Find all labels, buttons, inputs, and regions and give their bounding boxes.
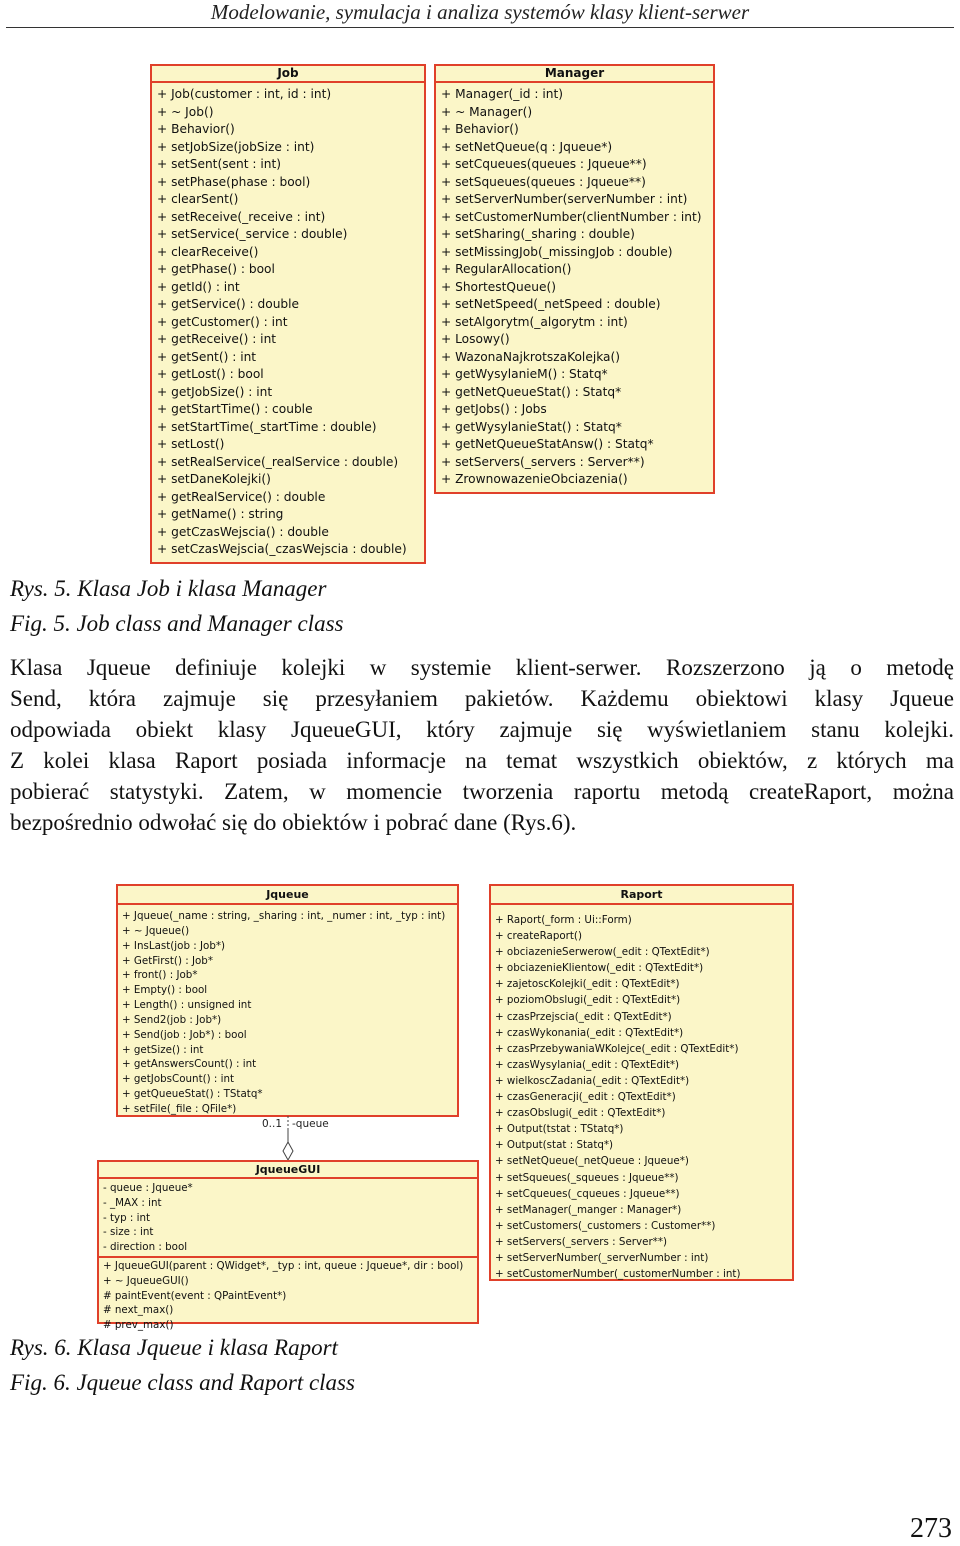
job-members <box>152 83 424 559</box>
raport-members <box>491 905 792 1282</box>
manager-members <box>436 83 713 489</box>
raport-member: + setCustomers(_customers : Customer**) <box>495 1219 716 1232</box>
job-member: + getId() : int <box>157 279 240 294</box>
job-member: + setCzasWejscia(_czasWejscia : double) <box>157 542 407 556</box>
jqueue-member: + getQueueStat() : TStatq* <box>122 1088 263 1101</box>
raport-member: + setServerNumber(_serverNumber : int) <box>495 1251 709 1264</box>
job-member: + setDaneKolejki() <box>157 472 271 486</box>
jqueuegui-operation: + JqueueGUI(parent : QWidget*, _typ : int, queue : Jqueue*, dir : bool) <box>103 1259 464 1272</box>
job-member: + getSent() : int <box>157 349 257 364</box>
manager-member: + getWysylanieM() : Statq* <box>441 367 608 381</box>
running-header: Modelowanie, symulacja i analiza systemów klasy klient-serwer <box>210 0 750 24</box>
manager-member: + Behavior() <box>441 122 519 136</box>
uml-class-job <box>150 64 426 564</box>
raport-member: + Raport(_form : Ui::Form) <box>495 914 632 926</box>
jqueuegui-operations <box>99 1258 477 1333</box>
uml-class-manager <box>434 64 715 494</box>
jqueuegui-attribute: - direction : bool <box>103 1241 188 1254</box>
manager-member: + setSharing(_sharing : double) <box>441 227 635 241</box>
paragraph-line: bezpośrednio odwołać się do obiektów i pobrać dane (Rys.6). <box>10 810 577 835</box>
job-member: + Job(customer : int, id : int) <box>157 87 332 101</box>
manager-member: + setCqueues(queues : Jqueue**) <box>441 157 647 171</box>
manager-member: + ZrownowazenieObciazenia() <box>441 472 628 486</box>
raport-member: + setServers(_servers : Server**) <box>495 1235 667 1248</box>
raport-member: + setCqueues(_cqueues : Jqueue**) <box>495 1187 680 1200</box>
job-member: + setRealService(_realService : double) <box>157 454 399 469</box>
raport-member: + obciazenieSerwerow(_edit : QTextEdit*) <box>495 946 710 959</box>
manager-member: + setServerNumber(serverNumber : int) <box>441 192 688 206</box>
manager-member: + ~ Manager() <box>441 104 533 119</box>
job-member: + setReceive(_receive : int) <box>157 209 326 224</box>
job-member: + getCzasWejscia() : double <box>157 524 329 539</box>
manager-member: + ShortestQueue() <box>441 279 556 294</box>
uml-class-jqueuegui <box>97 1160 479 1332</box>
figure6-caption-en: Fig. 6. Jqueue class and Raport class <box>10 1370 355 1395</box>
manager-member: + setSqueues(queues : Jqueue**) <box>441 174 646 189</box>
job-member: + getReceive() : int <box>157 332 277 346</box>
jqueue-member: + getAnswersCount() : int <box>122 1058 257 1071</box>
jqueuegui-operation: # prev_max() <box>103 1319 174 1332</box>
job-member: + setPhase(phase : bool) <box>157 174 311 189</box>
raport-member: + setNetQueue(_netQueue : Jqueue*) <box>495 1155 689 1168</box>
jqueue-member: + setFile(_file : QFile*) <box>122 1102 237 1115</box>
class-name-manager: Manager <box>436 66 713 83</box>
jqueuegui-operation: # paintEvent(event : QPaintEvent*) <box>103 1289 287 1302</box>
raport-member: + createRaport() <box>495 930 582 943</box>
manager-member: + setCustomerNumber(clientNumber : int) <box>441 209 702 224</box>
paragraph-line: pobierać statystyki. Zatem, w momencie tworzenia raportu metodą createRaport, można <box>10 779 954 804</box>
raport-member: + setManager(_manger : Manager*) <box>495 1203 682 1216</box>
raport-member: + Output(stat : Statq*) <box>495 1139 614 1152</box>
uml-class-raport <box>489 884 794 1281</box>
raport-member: + obciazenieKlientow(_edit : QTextEdit*) <box>495 962 704 975</box>
raport-member: + zajetoscKolejki(_edit : QTextEdit*) <box>495 978 680 991</box>
jqueue-members <box>118 905 457 1117</box>
body-paragraph <box>10 652 954 838</box>
jqueue-member: + Length() : unsigned int <box>122 999 252 1012</box>
job-member: + getJobSize() : int <box>157 384 273 399</box>
uml-class-jqueue <box>116 884 459 1117</box>
manager-member: + setNetQueue(q : Jqueue*) <box>441 139 613 154</box>
jqueue-member: + GetFirst() : Job* <box>122 954 213 967</box>
raport-member: + czasPrzebywaniaWKolejce(_edit : QTextEdit*) <box>495 1042 739 1055</box>
class-name-jqueuegui: JqueueGUI <box>99 1162 477 1179</box>
association-role: -queue <box>292 1118 329 1130</box>
jqueue-member: + ~ Jqueue() <box>122 924 190 937</box>
manager-member: + setNetSpeed(_netSpeed : double) <box>441 297 661 311</box>
job-member: + clearSent() <box>157 192 239 206</box>
paragraph-line: Send, która zajmuje się przesyłaniem pakietów. Każdemu obiektowi klasy Jqueue <box>10 686 954 711</box>
header-rule <box>6 27 954 28</box>
jqueue-member: + InsLast(job : Job*) <box>122 939 226 952</box>
paragraph-line: Z kolei klasa Raport posiada informacje na temat wszystkich obiektów, z których ma <box>10 748 954 773</box>
manager-member: + getNetQueueStatAnsw() : Statq* <box>441 437 654 451</box>
figure6-caption-pl: Rys. 6. Klasa Jqueue i klasa Raport <box>10 1335 338 1360</box>
raport-member: + poziomObslugi(_edit : QTextEdit*) <box>495 994 681 1007</box>
jqueuegui-attribute: - _MAX : int <box>103 1196 162 1209</box>
job-member: + setStartTime(_startTime : double) <box>157 419 377 434</box>
jqueue-member: + getJobsCount() : int <box>122 1073 235 1086</box>
manager-member: + RegularAllocation() <box>441 262 572 276</box>
jqueuegui-attribute: - typ : int <box>103 1211 151 1224</box>
class-name-raport: Raport <box>491 886 792 905</box>
raport-member: + czasWykonania(_edit : QTextEdit*) <box>495 1026 684 1039</box>
job-member: + setSent(sent : int) <box>157 157 282 171</box>
manager-member: + setAlgorytm(_algorytm : int) <box>441 314 628 329</box>
class-name-job: Job <box>152 66 424 83</box>
job-member: + getRealService() : double <box>157 489 326 504</box>
manager-member: + getWysylanieStat() : Statq* <box>441 419 622 434</box>
job-member: + getCustomer() : int <box>157 314 288 329</box>
jqueue-member: + front() : Job* <box>122 969 198 982</box>
job-member: + ~ Job() <box>157 104 214 119</box>
page-number: 273 <box>910 1513 952 1544</box>
job-member: + setService(_service : double) <box>157 227 348 241</box>
paragraph-line: odpowiada obiekt klasy JqueueGUI, który zajmuje się wyświetlaniem stanu kolejki. <box>10 717 954 742</box>
job-member: + clearReceive() <box>157 244 259 259</box>
jqueuegui-operation: # next_max() <box>103 1304 174 1317</box>
jqueuegui-attribute: - size : int <box>103 1226 154 1239</box>
jqueuegui-operation: + ~ JqueueGUI() <box>103 1274 189 1287</box>
job-member: + setJobSize(jobSize : int) <box>157 139 315 154</box>
jqueue-member: + Send(job : Job*) : bool <box>122 1028 247 1041</box>
manager-member: + WazonaNajkrotszaKolejka() <box>441 349 621 364</box>
job-member: + getName() : string <box>157 507 284 521</box>
job-member: + getService() : double <box>157 297 300 311</box>
raport-member: + czasPrzejscia(_edit : QTextEdit*) <box>495 1010 672 1023</box>
raport-member: + czasObslugi(_edit : QTextEdit*) <box>495 1107 666 1120</box>
jqueue-member: + Empty() : bool <box>122 984 208 997</box>
job-member: + getLost() : bool <box>157 367 264 381</box>
figure5-caption-pl: Rys. 5. Klasa Job i klasa Manager <box>10 576 327 601</box>
raport-member: + setSqueues(_squeues : Jqueue**) <box>495 1171 679 1184</box>
job-member: + getPhase() : bool <box>157 262 275 276</box>
raport-member: + czasGeneracji(_edit : QTextEdit*) <box>495 1091 676 1104</box>
manager-member: + getNetQueueStat() : Statq* <box>441 384 622 399</box>
job-member: + getStartTime() : couble <box>157 402 313 416</box>
raport-member: + wielkoscZadania(_edit : QTextEdit*) <box>495 1074 690 1087</box>
figure5-caption-en: Fig. 5. Job class and Manager class <box>10 611 344 636</box>
raport-member: + setCustomerNumber(_customerNumber : int) <box>495 1268 741 1281</box>
paragraph-line: Klasa Jqueue definiuje kolejki w systemie klient-serwer. Rozszerzono ją o metodę <box>10 655 954 680</box>
raport-member: + czasWysylania(_edit : QTextEdit*) <box>495 1058 680 1071</box>
jqueue-member: + Send2(job : Job*) <box>122 1013 222 1026</box>
manager-member: + Losowy() <box>441 332 510 346</box>
manager-member: + setMissingJob(_missingJob : double) <box>441 244 673 259</box>
jqueue-member: + Jqueue(_name : string, _sharing : int, _numer : int, _typ : int) <box>122 910 446 922</box>
job-member: + setLost() <box>157 437 225 451</box>
manager-member: + setServers(_servers : Server**) <box>441 454 645 469</box>
job-member: + Behavior() <box>157 122 235 136</box>
raport-member: + Output(tstat : TStatq*) <box>495 1123 624 1136</box>
manager-member: + getJobs() : Jobs <box>441 402 547 416</box>
jqueuegui-attributes <box>99 1179 477 1258</box>
class-name-jqueue: Jqueue <box>118 886 457 905</box>
manager-member: + Manager(_id : int) <box>441 87 563 101</box>
aggregation-diamond-icon <box>283 1142 293 1160</box>
jqueue-member: + getSize() : int <box>122 1043 204 1056</box>
association-multiplicity: 0..1 <box>262 1118 283 1130</box>
jqueuegui-attribute: - queue : Jqueue* <box>103 1182 193 1194</box>
